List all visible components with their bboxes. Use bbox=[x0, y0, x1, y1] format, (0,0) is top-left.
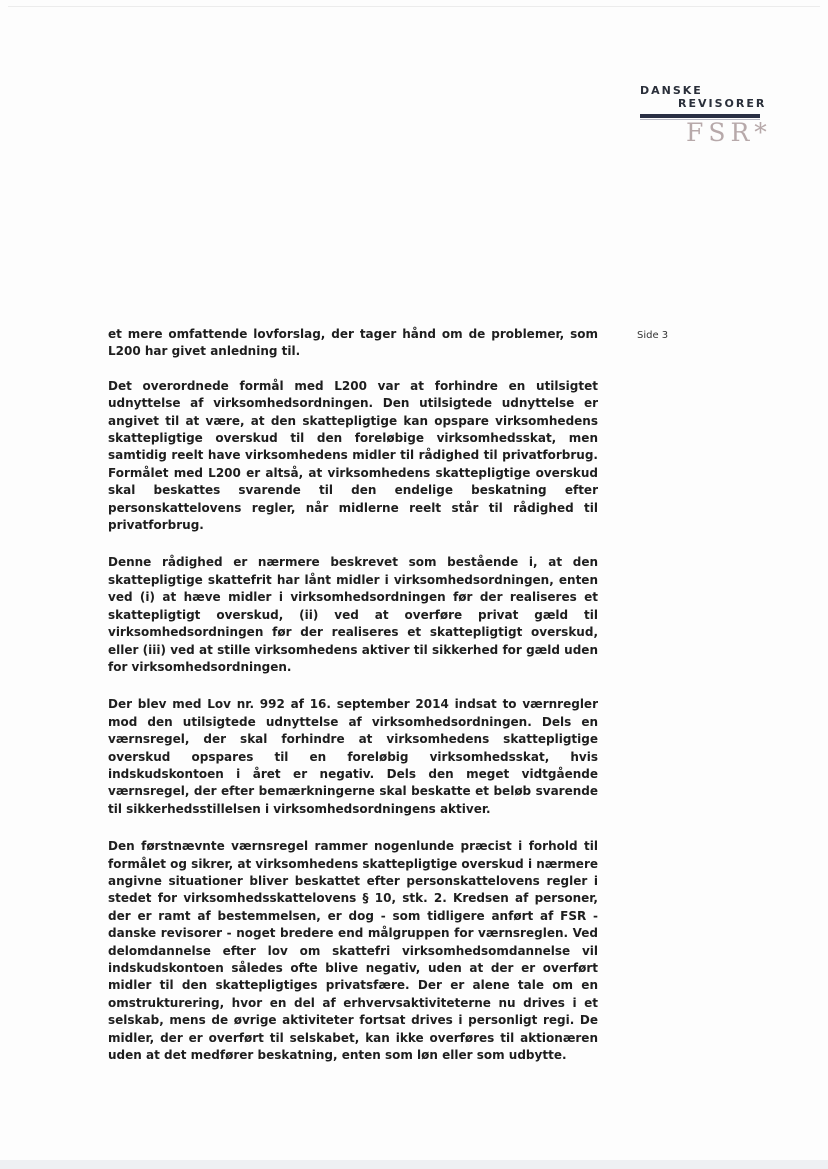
logo-text-danske: DANSKE bbox=[640, 84, 703, 97]
page-number: Side 3 bbox=[637, 330, 669, 341]
paragraph: Denne rådighed er nærmere beskrevet som bestående i, at den skattepligtige skattefrit har lånt midler i virksomhedsordningen, enten ved (i) at hæve midler i virksomhedsordningen før der realiseres et skattepligtigt overskud, (ii) ved at overføre privat gæld til virksomhedsordningen før der realiseres et skattepligtigt overskud, eller (iii) ved at stille virksomhedens aktiver til sikkerhed for gæld uden for virksomhedsordningen. bbox=[108, 555, 598, 674]
scan-edge bbox=[0, 1160, 828, 1169]
paragraph: Der blev med Lov nr. 992 af 16. september 2014 indsat to værnregler mod den utilsigtede udnyttelse af virksomhedsordningen. Dels en værnsregel, der skal forhindre at virksomhedens skattepligtige overskud opspares til en foreløbig virksomhedsskat, hvis indskudskontoen i året er negativ. Dels den meget vidtgående værnsregel, der efter bemærkningerne skal beskatte et beløb svarende til sikkerhedsstillelsen i virksomhedsordningens aktiver. bbox=[108, 697, 598, 816]
paragraph: et mere omfattende lovforslag, der tager hånd om de problemer, som L200 har givet anledning til. bbox=[108, 327, 598, 359]
page-edge-line bbox=[8, 6, 820, 7]
fsr-logo bbox=[636, 84, 772, 147]
paragraph: Den førstnævnte værnsregel rammer nogenlunde præcist i forhold til formålet og sikrer, at virksomhedens skattepligtige overskud i nærmere angivne situationer bliver beskattet efter personskattelovens regler i stedet for virksomhedsskattelovens § 10, stk. 2. Kredsen af personer, der er ramt af bestemmelsen, er dog - som tidligere anført af FSR - danske revisorer - noget bredere end målgruppen for værnsreglen. Ved delomdannelse efter lov om skattefri virksomhedsomdannelse vil indskudskontoen således ofte blive negativ, uden at der er overført midler til den skattepligtiges privatsfære. Der er alene tale om en omstrukturering, hvor en del af erhvervsaktiviteterne nu drives i et selskab, mens de øvrige aktiviteter fortsat drives i personligt regi. De midler, der er overført til selskabet, kan ikke overføres til aktionæren uden at det medfører beskatning, enten som løn eller som udbytte. bbox=[108, 839, 598, 1063]
paragraph: Det overordnede formål med L200 var at forhindre en utilsigtet udnyttelse af virksomhedsordningen. Den utilsigtede udnyttelse er angivet til at være, at den skattepligtige kan opspare virksomhedens skattepligtige overskud til den foreløbige virksomhedsskat, men samtidig reelt have virksomhedens midler til rådighed til privatforbrug. Formålet med L200 er altså, at virksomhedens skattepligtige overskud skal beskattes svarende til den endelige beskatning efter personskattelovens regler, når midlerne reelt står til rådighed til privatforbrug. bbox=[108, 378, 598, 533]
logo-text-revisorer: REVISORER bbox=[678, 97, 767, 110]
logo-mark-fsr: FSR* bbox=[686, 118, 772, 147]
body-text bbox=[108, 326, 598, 1084]
